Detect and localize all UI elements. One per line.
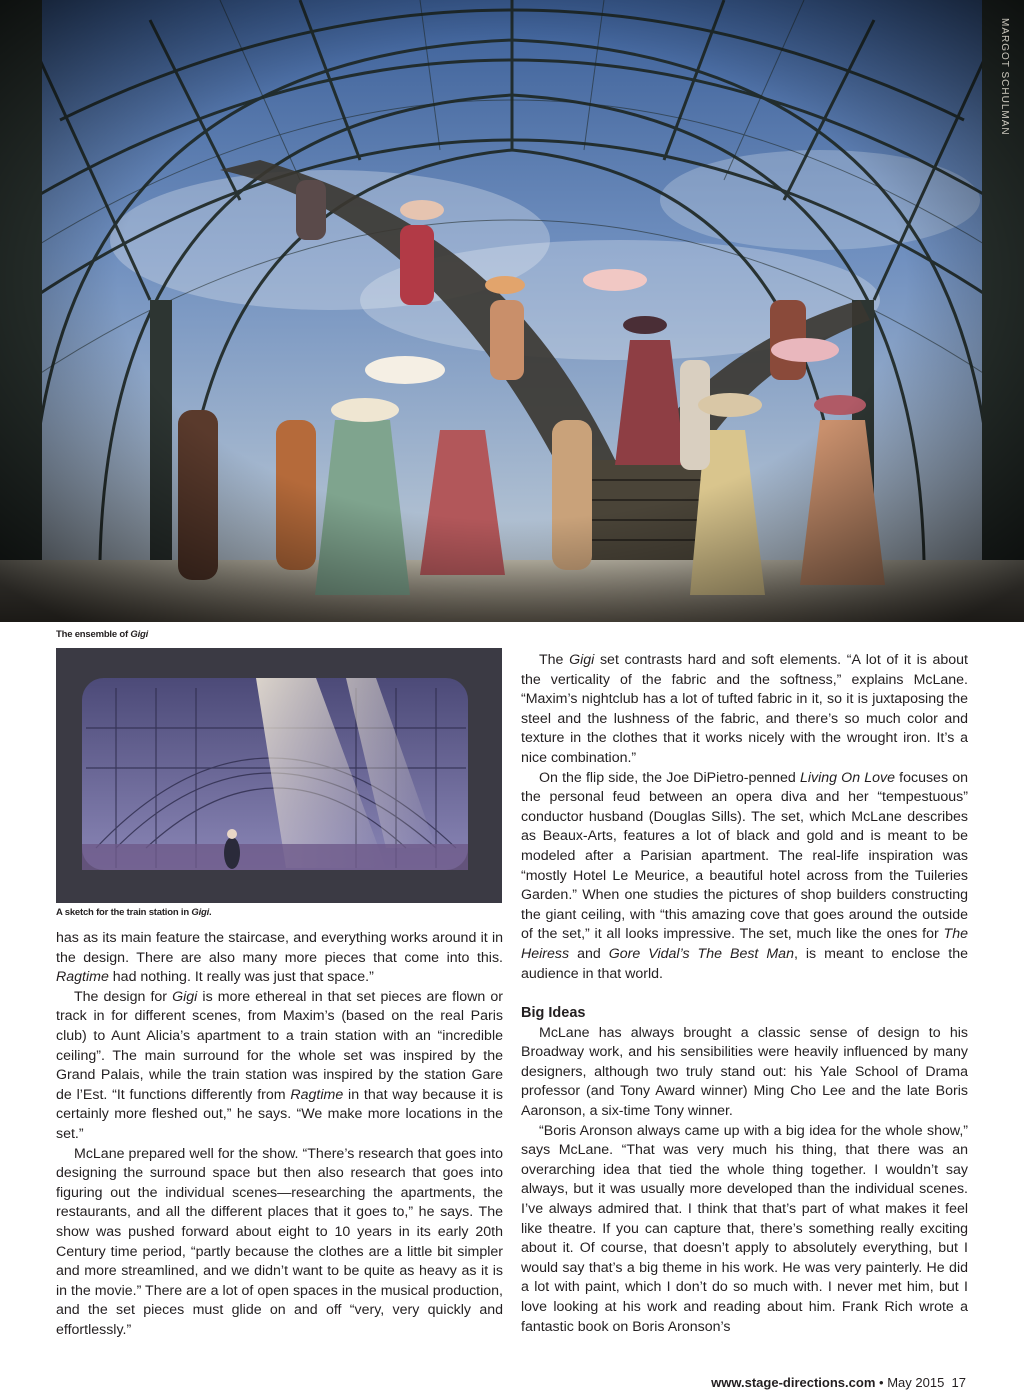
right-column bbox=[521, 651, 968, 1337]
sketch-caption-title: Gigi bbox=[191, 907, 210, 918]
photo-caption bbox=[56, 629, 148, 640]
right-paragraph-2 bbox=[521, 769, 968, 985]
text-run: , is meant to enclose the audience in that world. bbox=[521, 945, 968, 982]
sketch-caption bbox=[56, 907, 212, 918]
italic-title: Gigi bbox=[569, 652, 595, 668]
right-paragraph-3: McLane has always brought a classic sense of design to his Broadway work, and his sensibilities were heavily influenced by many designers, although two truly stand out: his Yale School of Drama professor (and Tony Award winner) Ming Cho Lee and the late Boris Aaronson, a six-time Tony winner. bbox=[521, 1024, 968, 1120]
text-run: On the flip side, the Joe DiPietro-penned bbox=[539, 769, 800, 786]
right-paragraph-1 bbox=[521, 651, 968, 769]
text-run: had nothing. It really was just that space.” bbox=[108, 969, 374, 986]
italic-title: Gore Vidal’s The Best Man bbox=[608, 945, 794, 962]
section-heading: Big Ideas bbox=[521, 1005, 586, 1022]
sketch-caption-suffix: . bbox=[209, 907, 212, 918]
photo-caption-prefix: The ensemble of bbox=[56, 629, 131, 640]
footer-separator: • bbox=[879, 1375, 884, 1390]
text-run: is more ethereal in that set pieces are flown or track in for different scenes, from Maxim’s (based on the real Paris club) to Aunt Alicia’s apartment to a train station with an “incredible ceiling”. The main surround for the whole set was inspired by the Grand Palais, while the train station was inspired by the station Gare de l’Est. “It functions differently from bbox=[56, 988, 503, 1103]
photo-caption-title: Gigi bbox=[130, 629, 149, 640]
sketch-caption-prefix: A sketch for the train station in bbox=[56, 907, 192, 918]
footer-issue: May 2015 bbox=[887, 1375, 945, 1390]
italic-title: Ragtime bbox=[290, 1086, 344, 1103]
italic-title: Living On Love bbox=[799, 769, 895, 786]
left-paragraph-3: McLane prepared well for the show. “There’s research that goes into designing the surround space but then also research that goes into figuring out the individual scenes—researching the apartments, the restaurants, and all the different places that it goes to,” he says. The show was pushed forward about eight to 10 years in its early 20th Century time period, “partly because the clothes are a little bit simpler and more streamlined, and we didn’t want to be quite as heavy as it is in the movie.” There are a lot of open spaces in the musical production, and the set pieces must glide on and off “very, very quickly and effortlessly.” bbox=[56, 1145, 503, 1338]
text-run: set contrasts hard and soft elements. “A lot of it is about the verticality of the fabric and the softness,” explains McLane. “Maxim’s nightclub has a lot of tufted fabric in it, so it is juxtaposing the steel and the lushness of the fabric, and there’s so much color and texture in the clothes that it works nicely with the wrought iron. It’s a nice combination.” bbox=[521, 652, 969, 766]
page-number: 17 bbox=[951, 1375, 966, 1390]
text-run: focuses on the personal feud between an opera diva and her “tempestuous” conductor husband (Douglas Sills). The set, which McLane describes as Beaux-Arts, features a lot of black and gold and is meant to be modeled after a Parisian apartment. The real-life inspiration was “mostly Hotel Le Meurice, a beautiful hotel across from the Tuileries Garden.” When one studies the pictures of shop builders constructing the giant ceiling, with “this amazing cove that goes around the outside of the set,” it all looks impressive. The set, much like the ones for bbox=[521, 769, 968, 943]
text-run: The design for bbox=[74, 988, 173, 1005]
page-footer bbox=[711, 1375, 966, 1391]
text-run: has as its main feature the staircase, and everything works around it in the design. There are also many more pieces that come into this. bbox=[56, 930, 503, 966]
italic-title: The Heiress bbox=[521, 926, 968, 962]
italic-title: Gigi bbox=[172, 988, 198, 1005]
hero-photo bbox=[0, 0, 1024, 622]
text-run: and bbox=[569, 945, 609, 962]
footer-url: www.stage-directions.com bbox=[711, 1375, 876, 1390]
text-run: The bbox=[539, 652, 570, 668]
photo-credit: MARGOT SCHULMAN bbox=[999, 18, 1010, 136]
text-run: in that way because it is certainly more fleshed out,” he says. “We make more locations in the set.” bbox=[56, 1086, 503, 1142]
train-station-sketch bbox=[56, 648, 502, 903]
sketch-illustration bbox=[56, 648, 502, 903]
left-paragraph-1 bbox=[56, 929, 503, 988]
italic-title: Ragtime bbox=[56, 969, 109, 986]
right-paragraph-4: “Boris Aronson always came up with a big idea for the whole show,” says McLane. “That was very much his thing, that there was an overarching idea that tied the whole thing together. I wouldn’t say always, but it was usually more developed than the individual scenes. I’ve always admired that. I think that that’s part of what makes it feel like theatre. If you can capture that, there’s something really exciting about it. Of course, that doesn’t apply to absolutely everything, but I would say that’s a big theme in his work. He was very painterly. He did a lot with paint, which I don’t do so much with. I never met him, but I love looking at his work and reading about him. Frank Rich wrote a fantastic book on Boris Aronson’s bbox=[521, 1122, 968, 1335]
stage-photo-illustration bbox=[0, 0, 1024, 622]
left-paragraph-2 bbox=[56, 988, 503, 1145]
left-column bbox=[56, 929, 503, 1340]
